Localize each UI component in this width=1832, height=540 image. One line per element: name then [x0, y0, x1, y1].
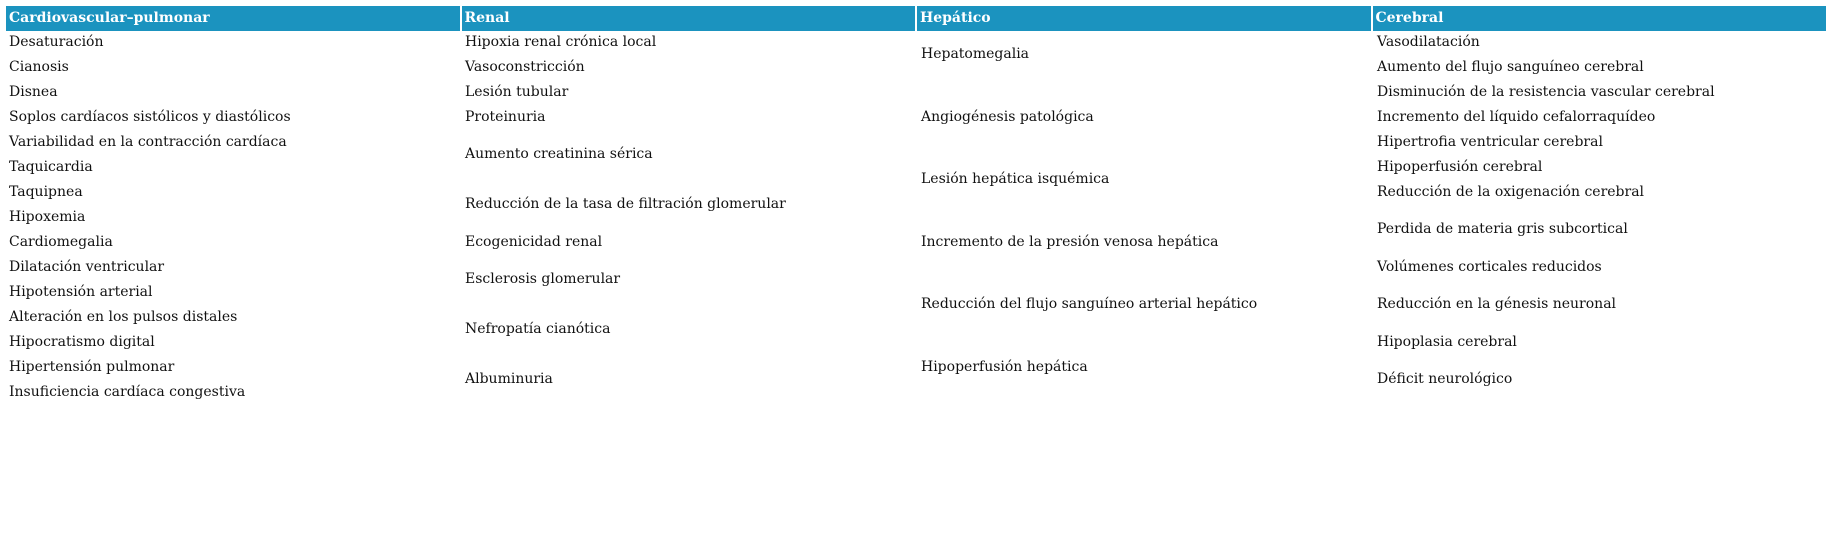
list-item: Lesión tubular	[465, 84, 569, 100]
list-item: Lesión hepática isquémica	[921, 171, 1110, 187]
list-item: Vasodilatación	[1377, 34, 1480, 50]
list-item: Esclerosis glomerular	[465, 271, 621, 287]
list-item: Hipotensión arterial	[9, 284, 153, 300]
list-item: Hipoperfusión hepática	[921, 359, 1088, 375]
list-item: Reducción de la tasa de filtración glomerular	[465, 196, 786, 212]
list-item: Reducción del flujo sanguíneo arterial hepático	[921, 296, 1258, 312]
list-item: Disnea	[9, 84, 58, 100]
list-item: Perdida de materia gris subcortical	[1377, 221, 1628, 237]
list-item: Nefropatía cianótica	[465, 321, 611, 337]
list-item: Cardiomegalia	[9, 234, 113, 250]
list-item: Taquipnea	[9, 184, 83, 200]
list-item: Déficit neurológico	[1377, 371, 1513, 387]
table-header-row	[6, 6, 1826, 31]
list-item: Insuficiencia cardíaca congestiva	[9, 384, 246, 400]
list-item: Albuminuria	[465, 371, 553, 387]
list-item: Hipocratismo digital	[9, 334, 155, 350]
list-item: Hipertensión pulmonar	[9, 359, 175, 375]
list-item: Hipoxemia	[9, 209, 86, 225]
header-cardiovascular-pulmonar: Cardiovascular–pulmonar	[6, 6, 462, 31]
header-renal: Renal	[462, 6, 918, 31]
list-item: Angiogénesis patológica	[921, 109, 1094, 125]
list-item: Vasoconstricción	[465, 59, 585, 75]
list-item: Incremento de la presión venosa hepática	[921, 234, 1219, 250]
list-item: Aumento del flujo sanguíneo cerebral	[1377, 59, 1644, 75]
list-item: Reducción de la oxigenación cerebral	[1377, 184, 1645, 200]
list-item: Hepatomegalia	[921, 46, 1030, 62]
list-item: Hipoplasia cerebral	[1377, 334, 1517, 350]
list-item: Taquicardia	[9, 159, 93, 175]
list-item: Dilatación ventricular	[9, 259, 165, 275]
list-item: Proteinuria	[465, 109, 546, 125]
list-item: Variabilidad en la contracción cardíaca	[9, 134, 287, 150]
list-item: Disminución de la resistencia vascular cerebral	[1377, 84, 1715, 100]
list-item: Volúmenes corticales reducidos	[1377, 259, 1602, 275]
list-item: Reducción en la génesis neuronal	[1377, 296, 1617, 312]
symptoms-table	[6, 6, 1826, 400]
list-item: Ecogenicidad renal	[465, 234, 603, 250]
header-hepatico: Hepático	[917, 6, 1373, 31]
list-item: Hipoxia renal crónica local	[465, 34, 657, 50]
list-item: Soplos cardíacos sistólicos y diastólicos	[9, 109, 291, 125]
list-item: Cianosis	[9, 59, 69, 75]
list-item: Desaturación	[9, 34, 104, 50]
list-item: Hipertrofia ventricular cerebral	[1377, 134, 1603, 150]
list-item: Aumento creatinina sérica	[465, 146, 653, 162]
list-item: Hipoperfusión cerebral	[1377, 159, 1543, 175]
list-item: Incremento del líquido cefalorraquídeo	[1377, 109, 1656, 125]
list-item: Alteración en los pulsos distales	[9, 309, 238, 325]
header-cerebral: Cerebral	[1373, 6, 1827, 31]
